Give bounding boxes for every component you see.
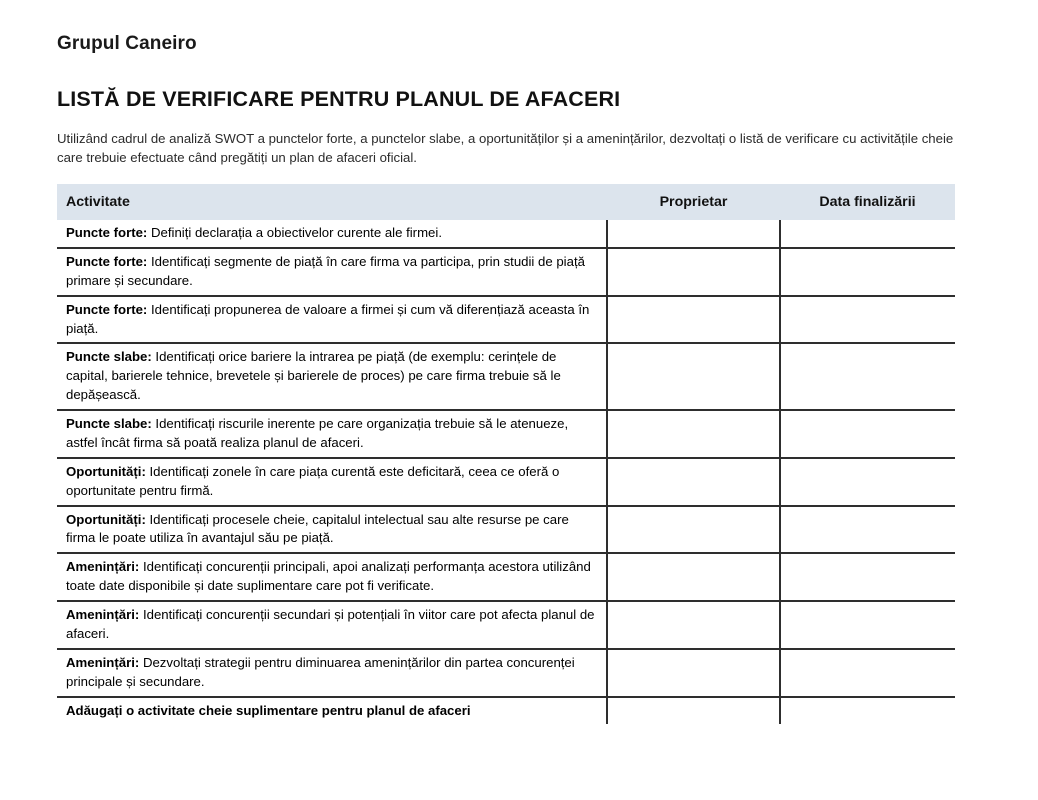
completion-date-cell[interactable] [780,458,955,506]
column-header-owner: Proprietar [607,184,780,220]
activity-cell [57,553,607,601]
owner-cell[interactable] [607,458,780,506]
activity-cell [57,248,607,296]
table-row [57,296,955,344]
activity-category-label: Puncte forte: [66,225,148,241]
activity-category-label: Amenințări: [66,559,140,575]
table-row [57,410,955,458]
table-row [57,601,955,649]
activity-cell [57,220,607,248]
owner-cell[interactable] [607,697,780,725]
owner-cell[interactable] [607,601,780,649]
activity-category-label: Puncte forte: [66,301,148,317]
add-activity-row[interactable] [57,697,955,725]
activity-description: Identificați segmente de piață în care firma va participa, prin studii de piață primare și secundare. [66,253,585,288]
owner-cell[interactable] [607,296,780,344]
activity-cell [57,296,607,344]
completion-date-cell[interactable] [780,506,955,554]
activity-description: Identificați concurenții principali, apoi analizați performanța acestora utilizând toate date disponibile și date suplimentare care pot fi verificate. [66,559,591,594]
table-row [57,506,955,554]
owner-cell[interactable] [607,343,780,410]
activity-category-label: Amenințări: [66,607,140,623]
add-activity-cell[interactable] [57,697,607,725]
activity-description: Identificați riscurile inerente pe care organizația trebuie să le atenueze, astfel încât firma să poată realiza planul de afaceri. [66,416,569,450]
table-header-row [57,184,955,220]
activity-cell [57,343,607,410]
completion-date-cell[interactable] [780,248,955,296]
table-row [57,220,955,248]
activity-description: Identificați orice bariere la intrarea pe piață (de exemplu: cerințele de capital, barierele tehnice, brevetele și barierele de proces) pe care firma trebuie să le depășească. [66,349,561,403]
activity-description: Identificați procesele cheie, capitalul intelectual sau alte resurse pe care firma le poate utiliza în avantajul său pe piață. [66,511,569,546]
column-header-date: Data finalizării [780,184,955,220]
activity-cell [57,601,607,649]
owner-cell[interactable] [607,220,780,248]
owner-cell[interactable] [607,248,780,296]
table-row [57,649,955,697]
completion-date-cell[interactable] [780,601,955,649]
activity-cell [57,458,607,506]
owner-cell[interactable] [607,553,780,601]
table-row [57,248,955,296]
owner-cell[interactable] [607,649,780,697]
table-body [57,220,955,724]
activity-description: Identificați concurenții secundari și potențiali în viitor care pot afecta planul de afaceri. [66,607,595,641]
company-name: Grupul Caneiro [57,33,197,54]
intro-paragraph: Utilizând cadrul de analiză SWOT a punctelor forte, a punctelor slabe, a oportunităților și a amenințărilor, dezvoltați o listă de verificare cu activitățile cheie care trebuie efectuate când pregătiți un plan de afaceri oficial. [57,130,954,165]
completion-date-cell[interactable] [780,410,955,458]
table-header [57,184,955,220]
owner-cell[interactable] [607,506,780,554]
activity-category-label: Puncte forte: [66,253,148,269]
add-activity-label: Adăugați o activitate cheie suplimentare pentru planul de afaceri [66,702,471,718]
activity-description: Dezvoltați strategii pentru diminuarea amenințărilor din partea concurenței principale și secundare. [66,654,575,689]
activity-category-label: Oportunități: [66,463,146,479]
owner-cell[interactable] [607,410,780,458]
activity-category-label: Puncte slabe: [66,416,152,432]
activity-description: Identificați zonele în care piața curentă este deficitară, ceea ce oferă o oportunitate pentru firmă. [66,463,560,498]
completion-date-cell[interactable] [780,649,955,697]
completion-date-cell[interactable] [780,697,955,725]
table-row [57,343,955,410]
column-header-activity: Activitate [57,184,607,220]
activity-category-label: Puncte slabe: [66,349,152,365]
completion-date-cell[interactable] [780,220,955,248]
completion-date-cell[interactable] [780,343,955,410]
activity-cell [57,506,607,554]
completion-date-cell[interactable] [780,553,955,601]
activity-description: Definiți declarația a obiectivelor curente ale firmei. [147,225,442,241]
activity-category-label: Oportunități: [66,511,146,527]
checklist-table-wrapper [57,184,955,724]
checklist-table [57,184,955,724]
completion-date-cell[interactable] [780,296,955,344]
activity-description: Identificați propunerea de valoare a firmei și cum vă diferențiază aceasta în piață. [66,301,590,336]
activity-cell [57,410,607,458]
table-row [57,458,955,506]
activity-category-label: Amenințări: [66,654,140,670]
page-title: LISTĂ DE VERIFICARE PENTRU PLANUL DE AFACERI [57,86,621,111]
activity-cell [57,649,607,697]
table-row [57,553,955,601]
